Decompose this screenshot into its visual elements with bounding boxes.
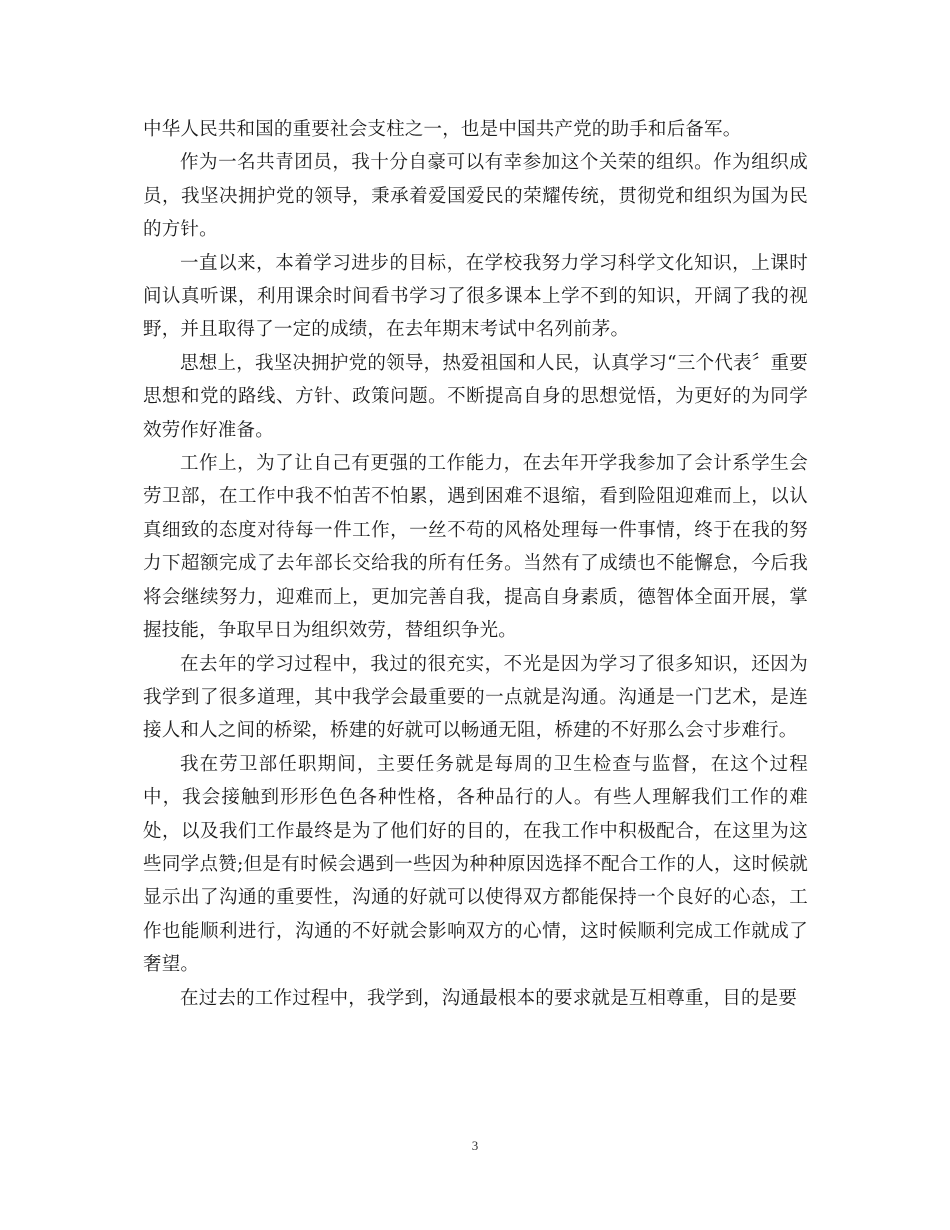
paragraph-6: 在去年的学习过程中，我过的很充实，不光是因为学习了很多知识，还因为我学到了很多道理，其中我学会最重要的一点就是沟通。沟通是一门艺术，是连接人和人之间的桥梁，桥建的好就可以畅通无阻，桥建的不好那么会寸步难行。: [143, 653, 808, 742]
page-number: 3: [471, 1138, 479, 1153]
paragraph-5: 工作上，为了让自己有更强的工作能力，在去年开学我参加了会计系学生会劳卫部，在工作中我不怕苦不怕累，遇到困难不退缩，看到险阻迎难而上，以认真细致的态度对待每一件工作，一丝不苟的风格处理每一件事情，终于在我的努力下超额完成了去年部长交给我的所有任务。当然有了成绩也不能懈怠，今后我将会继续努力，迎难而上，更加完善自我，提高自身素质，德智体全面开展，掌握技能，争取早日为组织效劳，替组织争光。: [143, 453, 808, 642]
paragraph-3: 一直以来，本着学习进步的目标，在学校我努力学习科学文化知识，上课时间认真听课，利用课余时间看书学习了很多课本上学不到的知识，开阔了我的视野，并且取得了一定的成绩，在去年期末考试中名列前茅。: [143, 252, 808, 341]
paragraph-4: 思想上，我坚决拥护党的领导，热爱祖国和人民，认真学习“三个代表〞重要思想和党的路线、方针、政策问题。不断提高自身的思想觉悟，为更好的为同学效劳作好准备。: [143, 352, 808, 441]
paragraph-1: 中华人民共和国的重要社会支柱之一，也是中国共产党的助手和后备军。: [143, 119, 742, 140]
paragraph-8: 在过去的工作过程中，我学到，沟通最根本的要求就是互相尊重，目的是要: [180, 987, 798, 1009]
paragraph-7: 我在劳卫部任职期间，主要任务就是每周的卫生检查与监督，在这个过程中，我会接触到形形色色各种性格，各种品行的人。有些人理解我们工作的难处，以及我们工作最终是为了他们好的目的，在我工作中积极配合，在这里为这些同学点赞;但是有时候会遇到一些因为种种原因选择不配合工作的人，这时候就显示出了沟通的重要性，沟通的好就可以使得双方都能保持一个良好的心态，工作也能顺利进行，沟通的不好就会影响双方的心情，这时候顺利完成工作就成了奢望。: [143, 753, 808, 976]
paragraph-2: 作为一名共青团员，我十分自豪可以有幸参加这个关荣的组织。作为组织成员，我坚决拥护党的领导，秉承着爱国爱民的荣耀传统，贯彻党和组织为国为民的方针。: [143, 152, 808, 241]
body-text: [143, 113, 808, 1015]
